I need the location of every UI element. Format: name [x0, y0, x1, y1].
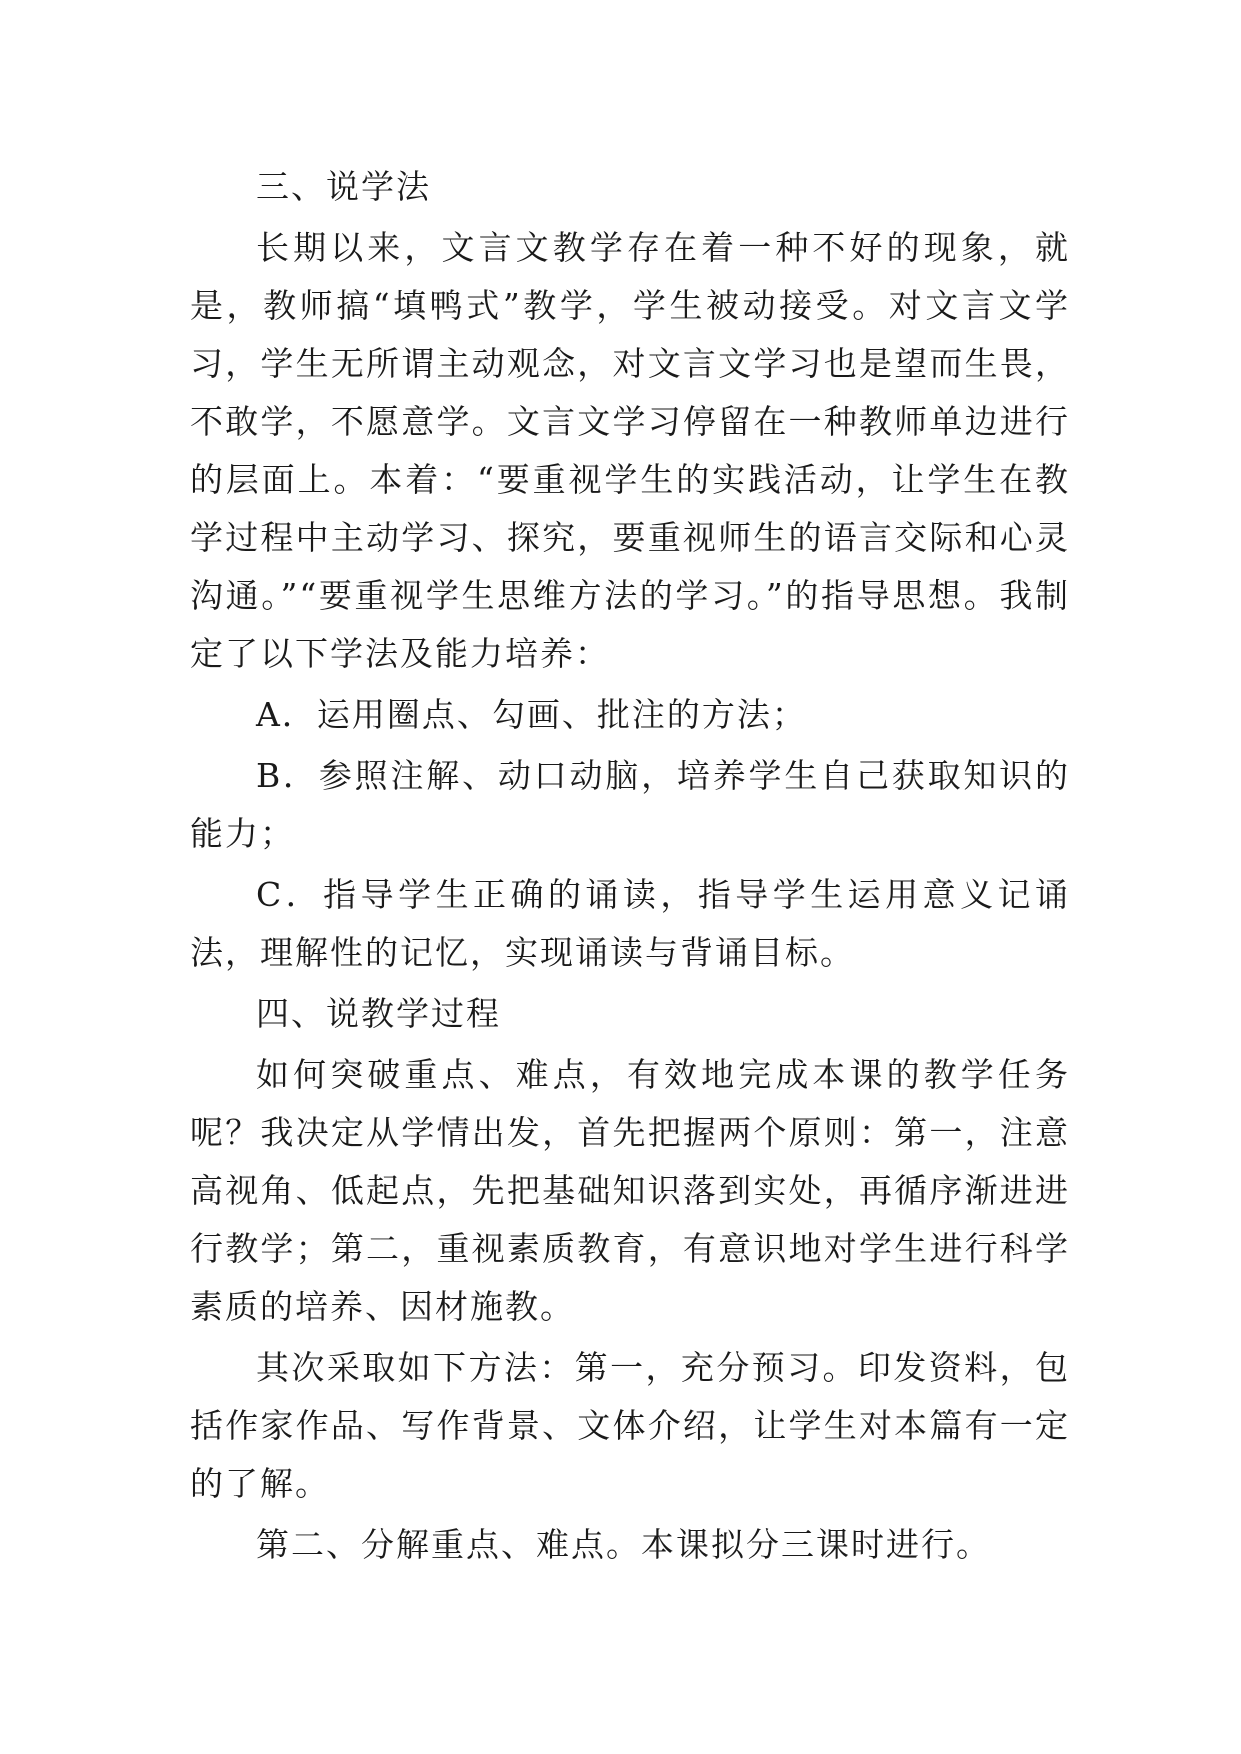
paragraph-teaching-principles: 如何突破重点、难点，有效地完成本课的教学任务呢？我决定从学情出发，首先把握两个原则：第一，注意高视角、低起点，先把基础知识落到实处，再循序渐进进行教学；第二，重视素质教育，有意识地对学生进行科学素质的培养、因材施教。 [190, 1055, 1070, 1326]
section-heading-study-methods: 三、说学法 [256, 167, 431, 206]
study-method-item-a: A．运用圈点、勾画、批注的方法； [256, 695, 807, 734]
section-heading-teaching-process: 四、说教学过程 [256, 994, 501, 1033]
study-method-item-c: C．指导学生正确的诵读，指导学生运用意义记诵法，理解性的记忆，实现诵读与背诵目标。 [190, 875, 1070, 972]
paragraph-study-methods-intro: 长期以来，文言文教学存在着一种不好的现象，就是，教师搞“填鸭式”教学，学生被动接受。对文言文学习，学生无所谓主动观念，对文言文学习也是望而生畏，不敢学，不愿意学。文言文学习停留在一种教师单边进行的层面上。本着：“要重视学生的实践活动，让学生在教学过程中主动学习、探究，要重视师生的语言交际和心灵沟通。”“要重视学生思维方法的学习。”的指导思想。我制定了以下学法及能力培养： [190, 228, 1070, 673]
study-method-item-b: B．参照注解、动口动脑，培养学生自己获取知识的能力； [190, 756, 1070, 853]
paragraph-lesson-division: 第二、分解重点、难点。本课拟分三课时进行。 [256, 1525, 991, 1564]
paragraph-teaching-methods: 其次采取如下方法：第一，充分预习。印发资料，包括作家作品、写作背景、文体介绍，让学生对本篇有一定的了解。 [190, 1348, 1070, 1503]
document-body [190, 158, 1070, 1577]
